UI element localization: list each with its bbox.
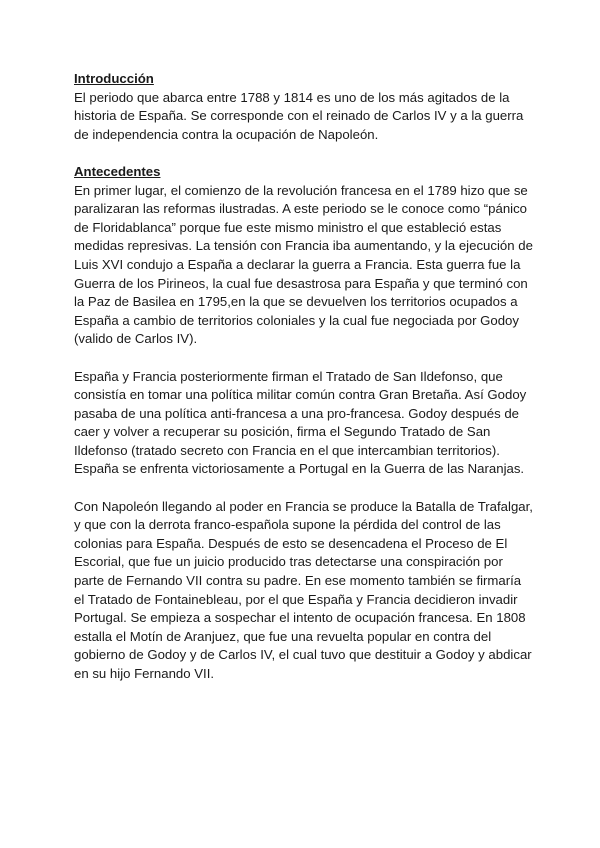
paragraph-antecedentes-2: España y Francia posteriormente firman el Tratado de San Ildefonso, que consistía en tomar una política militar común contra Gran Bretaña. Así Godoy pasaba de una política anti-francesa a una pro-francesa. Godoy después de caer y volver a recuperar su posición, firma el Segundo Tratado de San Ildefonso (tratado secreto con Francia en el que intercambian territorios). España se enfrenta victoriosamente a Portugal en la Guerra de las Naranjas. bbox=[74, 368, 527, 477]
paragraph-antecedentes-1: En primer lugar, el comienzo de la revolución francesa en el 1789 hizo que se paralizaran las reformas ilustradas. A este periodo se le conoce como “pánico de Floridablanca” porque fue este mismo ministro el que estableció estas medidas represivas. La tensión con Francia iba aumentando, y la ejecución de Luis XVI condujo a España a declarar la guerra a Francia. Esta guerra fue la Guerra de los Pirineos, la cual fue desastrosa para España y que terminó con la Paz de Basilea en 1795,en la que se devuelven los territorios ocupados a España a cambio de territorios coloniales y la cual fue negociada por Godoy (valido de Carlos IV). bbox=[74, 182, 533, 347]
paragraph-antecedentes-3: Con Napoleón llegando al poder en Francia se produce la Batalla de Trafalgar, y que con la derrota franco-española supone la pérdida del control de las colonias para España. Después de esto se desencadena el Proceso de El Escorial, que fue un juicio producido tras detectarse una conspiración por parte de Fernando VII contra su padre. En ese momento también se firmaría el Tratado de Fontainebleau, por el que España y Francia decidieron invadir Portugal. Se empieza a sospechar el intento de ocupación francesa. En 1808 estalla el Motín de Aranjuez, que fue una revuelta popular en contra del gobierno de Godoy y de Carlos IV, el cual tuvo que destituir a Godoy y abdicar en su hijo Fernando VII. bbox=[74, 498, 533, 681]
paragraph-introduccion: El periodo que abarca entre 1788 y 1814 es uno de los más agitados de la historia de España. Se corresponde con el reinado de Carlos IV y a la guerra de independencia contra la ocupación de Napoleón. bbox=[74, 89, 524, 142]
document-page bbox=[74, 70, 534, 684]
heading-introduccion: Introducción bbox=[74, 71, 154, 86]
heading-antecedentes: Antecedentes bbox=[74, 163, 161, 179]
